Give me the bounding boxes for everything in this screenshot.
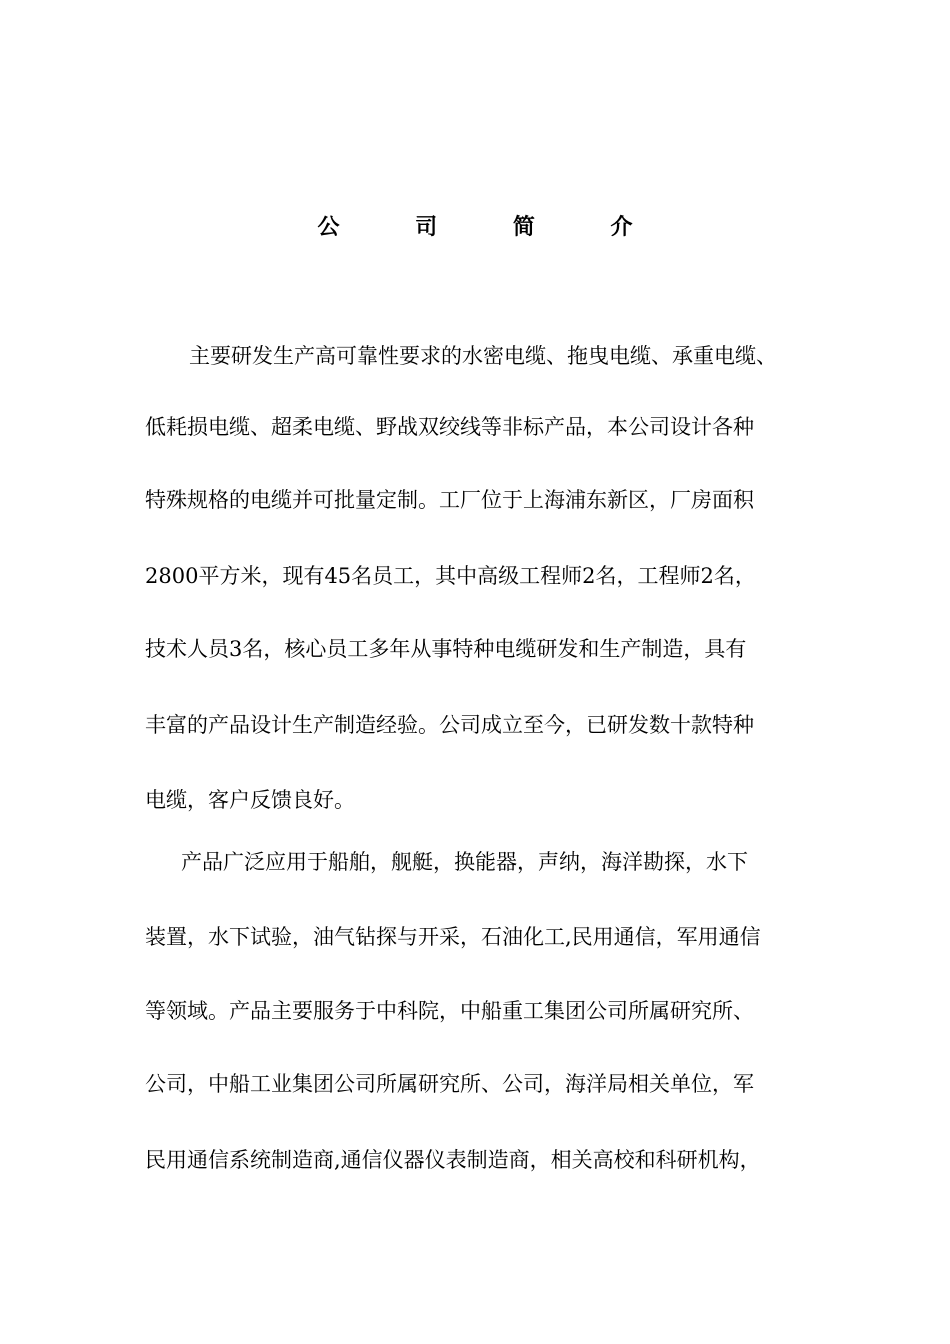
paragraph-line: 丰富的产品设计生产制造经验。公司成立至今，已研发数十款特种 — [145, 713, 754, 737]
paragraph-line: 2800平方米，现有45名员工，其中高级工程师2名，工程师2名， — [145, 564, 756, 588]
paragraph-line: 低耗损电缆、超柔电缆、野战双绞线等非标产品，本公司设计各种 — [145, 415, 754, 439]
document-title: 公 司 简 介 — [317, 214, 667, 240]
paragraph-line: 电缆，客户反馈良好。 — [145, 788, 355, 812]
paragraph-line: 等领域。产品主要服务于中科院，中船重工集团公司所属研究所、 — [145, 999, 754, 1023]
paragraph-line: 主要研发生产高可靠性要求的水密电缆、拖曳电缆、承重电缆、 — [189, 344, 777, 368]
paragraph-line: 民用通信系统制造商,通信仪器仪表制造商，相关高校和科研机构， — [145, 1148, 761, 1172]
paragraph-line: 特殊规格的电缆并可批量定制。工厂位于上海浦东新区，厂房面积 — [145, 488, 754, 512]
paragraph-line: 技术人员3名，核心员工多年从事特种电缆研发和生产制造，具有 — [145, 637, 747, 661]
paragraph-line: 装置，水下试验，油气钻探与开采，石油化工,民用通信，军用通信 — [145, 925, 761, 949]
paragraph-line: 产品广泛应用于船舶，舰艇，换能器，声纳，海洋勘探，水下 — [181, 850, 748, 874]
paragraph-line: 公司，中船工业集团公司所属研究所、公司，海洋局相关单位，军 — [145, 1072, 754, 1096]
